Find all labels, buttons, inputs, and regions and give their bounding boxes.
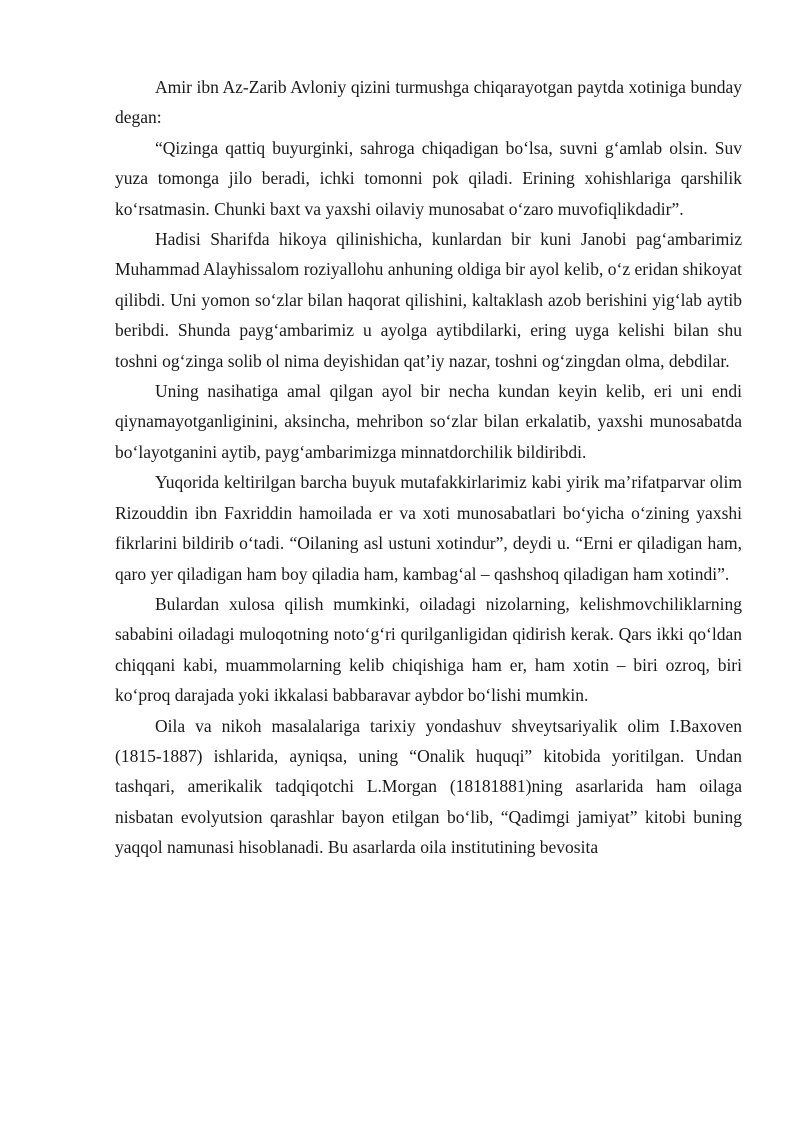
document-page — [115, 72, 742, 863]
paragraph-rizouddin: Yuqorida keltirilgan barcha buyuk mutafakkirlarimiz kabi yirik ma’rifatparvar olim Rizouddin ibn Faxriddin hamoilada er va xoti munosabatlari bo‘yicha o‘zining yaxshi fikrlarini bildirib o‘tadi. “Oilaning asl ustuni xotindur”, deydi u. “Erni er qiladigan ham, qaro yer qiladigan ham boy qiladia ham, kambag‘al – qashshoq qiladigan ham xotindi”. — [115, 472, 742, 584]
paragraph-hadith-outcome: Uning nasihatiga amal qilgan ayol bir necha kundan keyin kelib, eri uni endi qiynamayotganliginini, aksincha, mehribon so‘zlar bilan erkalatib, yaxshi munosabatda bo‘layotganini aytib, payg‘ambarimizga minnatdorchilik bildiribdi. — [115, 381, 742, 462]
paragraph-hadith-story: Hadisi Sharifda hikoya qilinishicha, kunlardan bir kuni Janobi pag‘ambarimiz Muhammad Alayhissalom roziyallohu anhuning oldiga bir ayol kelib, o‘z eridan shikoyat qilibdi. Uni yomon so‘zlar bilan haqorat qilishini, kaltaklash azob berishini yig‘lab aytib beribdi. Shunda payg‘ambarimiz u ayolga aytibdilarki, ering uyga kelishi bilan shu toshni og‘zinga solib ol nima deyishidan qat’iy nazar, toshni og‘zingdan olma, debdilar. — [115, 229, 742, 371]
paragraph-historical-approach: Oila va nikoh masalalariga tarixiy yondashuv shveytsariyalik olim I.Baxoven (1815-1887) ishlarida, ayniqsa, uning “Onalik huquqi” kitobida yoritilgan. Undan tashqari, amerikalik tadqiqotchi L.Morgan (18181881)ning asarlarida ham oilaga nisbatan evolyutsion qarashlar bayon etilgan bo‘lib, “Qadimgi jamiyat” kitobi buning yaqqol namunasi hisoblanadi. Bu asarlarda oila institutining bevosita — [115, 715, 742, 858]
paragraph-avloniy-intro: Amir ibn Az-Zarib Avloniy qizini turmushga chiqarayotgan paytda xotiniga bunday degan: — [115, 77, 742, 128]
paragraph-conclusion: Bulardan xulosa qilish mumkinki, oiladagi nizolarning, kelishmovchiliklarning sababini oiladagi muloqotning noto‘g‘ri qurilganligidan qidirish kerak. Qars ikki qo‘ldan chiqqani kabi, muammolarning kelib chiqishiga ham er, ham xotin – biri ozroq, biri ko‘proq darajada yoki ikkalasi babbaravar aybdor bo‘lishi mumkin. — [115, 593, 742, 706]
paragraph-avloniy-quote: “Qizinga qattiq buyurginki, sahroga chiqadigan bo‘lsa, suvni g‘amlab olsin. Suv yuza tomonga jilo beradi, ichki tomonni pok qiladi. Erining xohishlariga qarshilik ko‘rsatmasin. Chunki baxt va yaxshi oilaviy munosabat o‘zaro muvofiqlikdadir”. — [115, 137, 742, 219]
